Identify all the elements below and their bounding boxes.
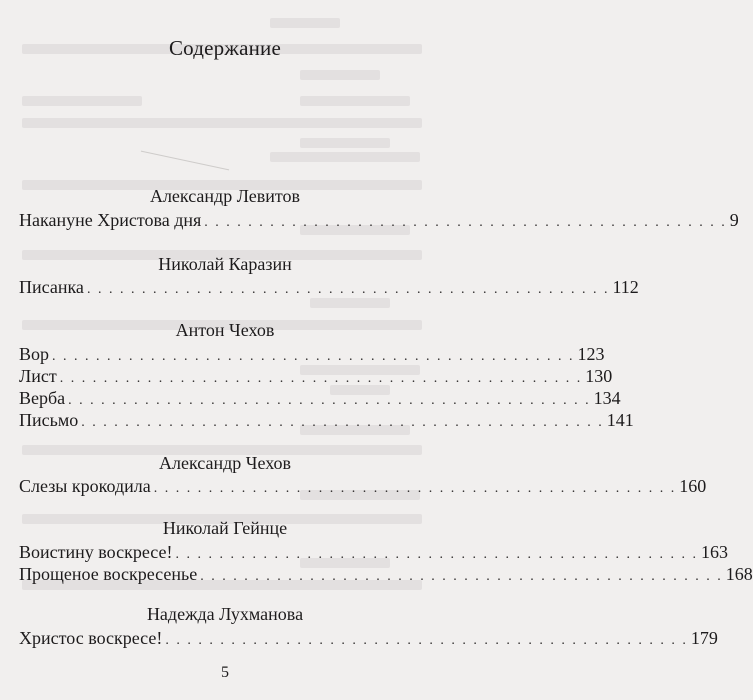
- scan-artifact: [141, 151, 229, 171]
- entry-page: 134: [593, 388, 621, 408]
- entry-title: Христос воскресе!: [19, 628, 163, 648]
- dot-leader: . . . . . . . . . . . . . . . . . . . . . . . . . . . . . . . . . . . . . . . . . . . . . . . .: [200, 569, 723, 584]
- dot-leader: . . . . . . . . . . . . . . . . . . . . . . . . . . . . . . . . . . . . . . . . . . . . . . . .: [165, 633, 688, 648]
- entry-page: 123: [577, 344, 605, 364]
- dot-leader: . . . . . . . . . . . . . . . . . . . . . . . . . . . . . . . . . . . . . . . . . . . . . . . .: [175, 547, 698, 562]
- toc-entry[interactable]: [19, 364, 613, 388]
- author-heading: Александр Левитов: [149, 186, 301, 206]
- entry-title: Письмо: [19, 410, 79, 430]
- entry-page: 9: [729, 210, 739, 230]
- entry-page: 179: [690, 628, 718, 648]
- dot-leader: . . . . . . . . . . . . . . . . . . . . . . . . . . . . . . . . . . . . . . . . . . . . . . . .: [204, 215, 727, 230]
- dot-leader: . . . . . . . . . . . . . . . . . . . . . . . . . . . . . . . . . . . . . . . . . . . . . . . .: [68, 393, 591, 408]
- author-heading: Николай Гейнце: [162, 518, 288, 538]
- toc-entry[interactable]: [19, 408, 634, 432]
- dot-leader: . . . . . . . . . . . . . . . . . . . . . . . . . . . . . . . . . . . . . . . . . . . . . . . .: [81, 415, 604, 430]
- author-heading: Надежда Лухманова: [146, 604, 304, 624]
- entry-page: 141: [606, 410, 634, 430]
- entry-page: 112: [612, 277, 639, 297]
- entry-title: Прощеное воскресенье: [19, 564, 198, 584]
- author-heading: Николай Каразин: [158, 254, 292, 274]
- entry-page: 168: [725, 564, 753, 584]
- toc-entry[interactable]: [19, 540, 728, 564]
- entry-title: Слезы крокодила: [19, 476, 151, 496]
- dot-leader: . . . . . . . . . . . . . . . . . . . . . . . . . . . . . . . . . . . . . . . . . . . . . . . .: [86, 282, 610, 297]
- entry-title: Накануне Христова дня: [19, 210, 202, 230]
- entry-title: Верба: [19, 388, 66, 408]
- entry-title: Писанка: [19, 277, 84, 297]
- dot-leader: . . . . . . . . . . . . . . . . . . . . . . . . . . . . . . . . . . . . . . . . . . . . . . . .: [153, 481, 677, 496]
- author-heading: Александр Чехов: [158, 453, 292, 473]
- toc-entry[interactable]: [19, 386, 621, 410]
- dot-leader: . . . . . . . . . . . . . . . . . . . . . . . . . . . . . . . . . . . . . . . . . . . . . . . .: [59, 371, 583, 386]
- entry-title: Воистину воскресе!: [19, 542, 173, 562]
- toc-entry[interactable]: [19, 275, 639, 299]
- toc-entry[interactable]: [19, 342, 605, 366]
- page-title: Содержание: [168, 36, 282, 60]
- toc-entry[interactable]: [19, 626, 718, 650]
- entry-title: Лист: [19, 366, 57, 386]
- toc-entry[interactable]: [19, 208, 739, 232]
- toc-entry[interactable]: [19, 474, 707, 498]
- entry-page: 130: [585, 366, 613, 386]
- page-number: 5: [221, 664, 229, 681]
- author-heading: Антон Чехов: [175, 320, 275, 340]
- entry-page: 163: [700, 542, 728, 562]
- entry-title: Вор: [19, 344, 50, 364]
- entry-page: 160: [679, 476, 707, 496]
- dot-leader: . . . . . . . . . . . . . . . . . . . . . . . . . . . . . . . . . . . . . . . . . . . . . . . .: [52, 349, 575, 364]
- toc-entry[interactable]: [19, 562, 753, 586]
